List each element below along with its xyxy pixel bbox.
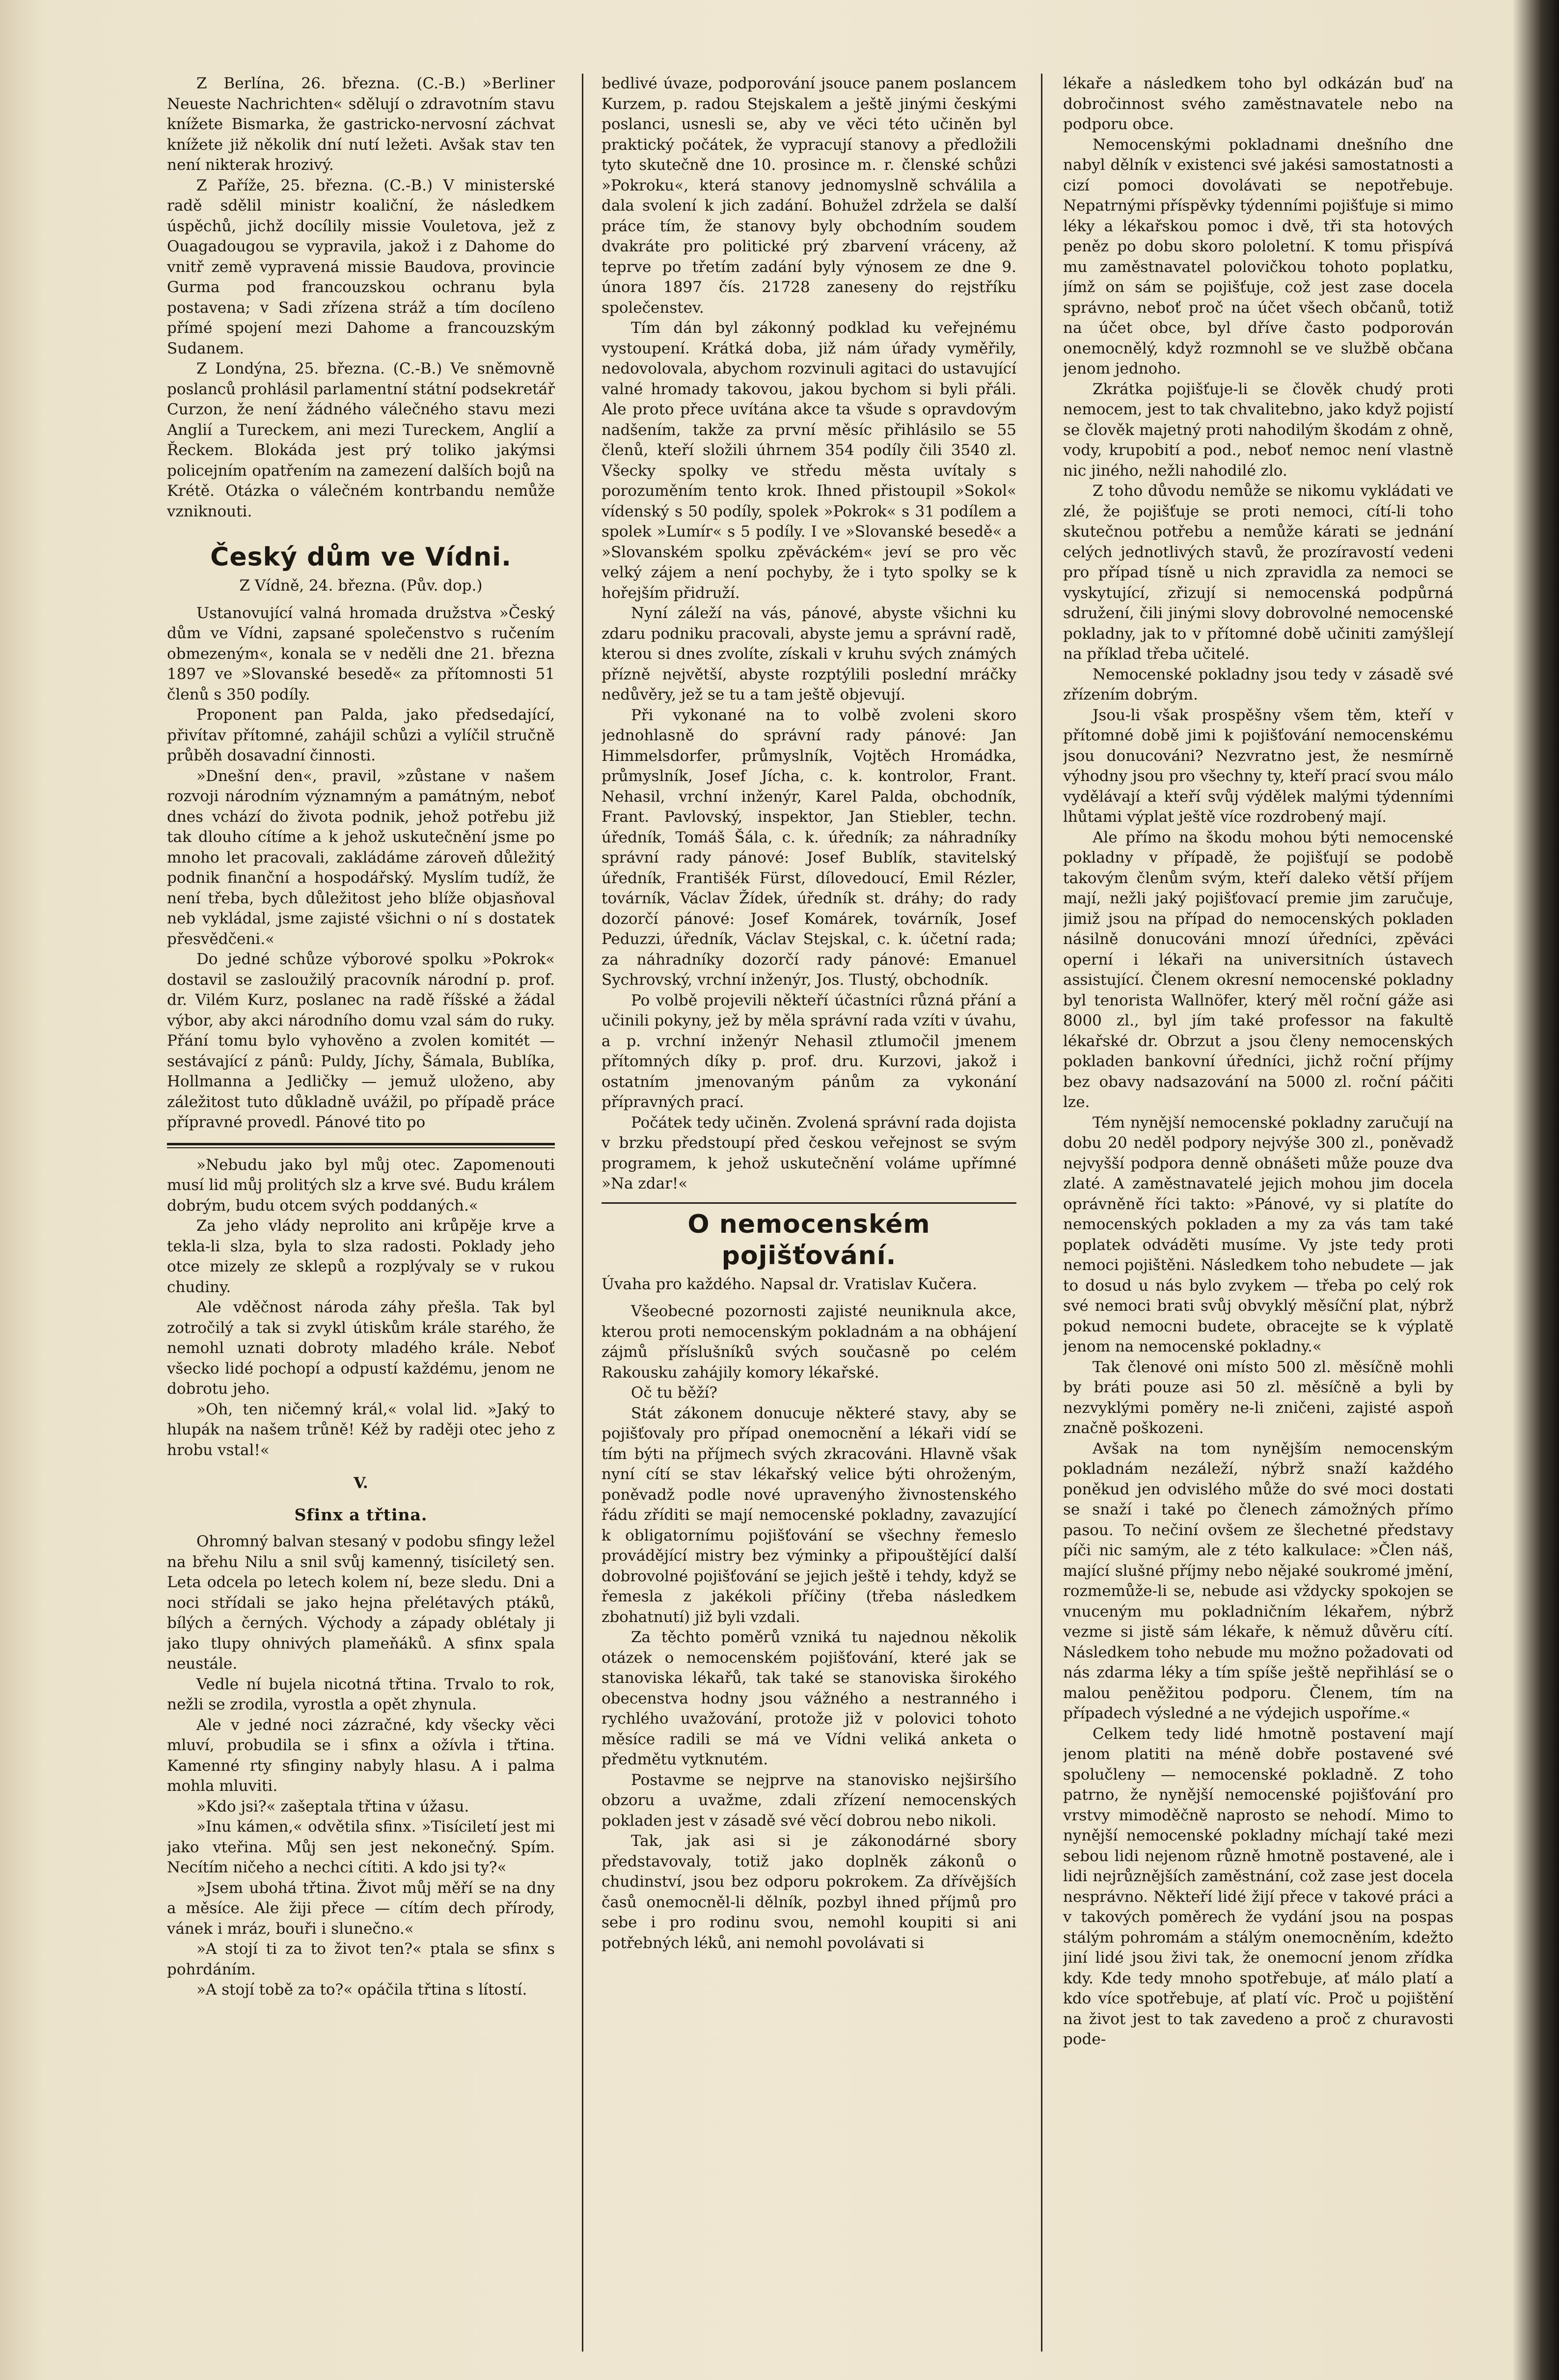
feuilleton-divider-thin — [167, 1147, 555, 1148]
article-paragraph: »Dnešní den«, pravil, »zůstane v našem rozvoji národním významným a památným, neboť dnes vchází do života podnik, jehož potřebu již tak dlouho cítíme a k jehož uskutečnění jsme po mnoho let pracovali, zakládáme zároveň důležitý podnik finanční a hospodářský. Myslím tudíž, že není třeba, bych důležitost jeho blíže objasňoval neb vykládal, jsme zajisté všichni o ní s dostatek přesvědčeni.« — [167, 767, 555, 948]
article-paragraph: Oč tu běží? — [631, 1384, 717, 1402]
story-paragraph: Za jeho vlády neprolito ani krůpěje krve a tekla-li slza, byla to slza radosti. Poklady jeho otce mizely ze sklepů a rozplývaly se v rukou chudiny. — [167, 1217, 555, 1296]
story-section-title: Sfinx a třtina. — [294, 1505, 428, 1524]
story-paragraph: »Kdo jsi?« zašeptala třtina v úžasu. — [196, 1797, 469, 1815]
column-divider-2 — [1041, 74, 1042, 2352]
article-paragraph: Nemocenské pokladny jsou tedy v zásadě své zřízením dobrým. — [1063, 665, 1453, 703]
news-paris: Z Paříže, 25. března. (C.-B.) V ministerské radě sdělil ministr koaliční, že následkem úspěchů, jichž docílily missie Vouletova, jež z Ouagadougou se vypravila, jakož i z Dahome do vnitř země vypravená missie Baudova, provincie Gurma pod francouzskou ochranu byla postavena; v Sadi zřízena stráž a tím docíleno přímé spojení mezi Dahome a francouzským Sudanem. — [167, 176, 555, 357]
article-paragraph: Tém nynější nemocenské pokladny zaručují na dobu 20 neděl podpory nejvýše 300 zl., poněvadž nejvyšší podpora denně obnášeti může pouze dva zlaté. A zaměstnavatelé jejich mohou jim docela oprávněně říci takto: »Pánové, vy si platíte do nemocenských pokladen a my za vás tam také poplatek odváděti musíme. Vy jste tedy proti nemoci pojištěni. Následkem toho nebudete — jak to dosud u nás bylo zvykem — třeba po celý rok své nemoci brati svůj obvyklý měsíční plat, nýbrž pokud nemocni budete, obracejte se k výplatě jenom na nemocenské pokladny.« — [1063, 1113, 1453, 1355]
article-paragraph: Po volbě projevili někteří účastníci různá přání a učinili pokyny, jež by měla správní rada vzíti v úvahu, a p. vrchní inženýr Nehasil ztlumočil jmenem přítomných díky p. prof. dru. Kurzovi, jakož i ostatním jmenovaným pánům za vykonání přípravných prací. — [602, 991, 1016, 1111]
article-paragraph: Tak členové oni místo 500 zl. měsíčně mohli by bráti pouze asi 50 zl. měsíčně a byli by nezvyklými poměry ne-li zničeni, zajisté aspoň značně poškozeni. — [1063, 1358, 1453, 1437]
article-paragraph: Nemocenskými pokladnami dnešního dne nabyl dělník v existenci své jakési samostatnosti a cizí pomoci dovolávati se nepotřebuje. Nepatrnými příspěvky týdenními pojišťuje si mimo léky a lékařskou pomoc i dvě, tři sta hotových peněz po dobu skoro pololetní. K tomu přispívá mu zaměstnavatel polovičkou tohoto poplatku, jímž on sám se pojišťuje, což jest zase docela správno, neboť proč na účet všech občanů, totiž na účet obce, byl dříve často podporován onemocnělý, když rozmnohl se ve službě občana jenom jednoho. — [1063, 135, 1453, 378]
article-paragraph: Ustanovující valná hromada družstva »Český dům ve Vídni, zapsané společenstvo s ručením obmezeným«, konala se v neděli dne 21. března 1897 ve »Slovanské besedě« za přítomnosti 51 členů s 350 podíly. — [167, 604, 555, 703]
article-paragraph: Ale přímo na škodu mohou býti nemocenské pokladny v případě, že pojišťují se podobě takovým členům svým, kteří daleko větší příjem mají, nežli jaký pojišťovací premie jim zaručuje, jimiž jsou na případ do nemocenských pokladen násilně donucováni mnozí úředníci, zpěváci operní i lékaři na universitních ústavech assistující. Členem okresní nemocenské pokladny byl tenorista Wallnöfer, který měl roční gáže asi 8000 zl., byl jím také professor na fakultě lékařské dr. Obrzut a jsou členy nemocenských pokladen bankovní úředníci, jichž roční příjmy bez obavy nadsazování na 5000 zl. roční páčiti lze. — [1063, 828, 1453, 1111]
article-paragraph: Z toho důvodu nemůže se nikomu vykládati ve zlé, že pojišťuje se proti nemoci, cítí-li toho skutečnou potřebu a nemůže kárati se jednání celých jednotlivých stavů, že prozíravostí vedeni pro případ tísně u nich zpravidla za nemoci se vyskytující, zřizují si nemocenská podpůrná sdružení, čili jinými slovy dobrovolné nemocenské pokladny, jak to v přítomné době učiniti zamýšlejí na příklad třeba učitelé. — [1063, 482, 1453, 663]
column-3 — [1063, 74, 1453, 2352]
column-divider-1 — [582, 74, 583, 2352]
article-heading-cesky-dum: Český dům ve Vídni. — [210, 542, 512, 572]
story-paragraph: Vedle ní bujela nicotná třtina. Trvalo to rok, nežli se zrodila, vyrostla a opět zhynula. — [167, 1675, 555, 1713]
news-berlin: Z Berlína, 26. března. (C.-B.) »Berliner Neueste Nachrichten« sdělují o zdravotním stavu knížete Bismarka, že gastricko-nervosní záchvat knížete již několik dní nutí ležeti. Avšak stav ten není nikterak hrozivý. — [167, 75, 555, 174]
feuilleton-divider — [167, 1143, 555, 1145]
newspaper-page — [167, 74, 1453, 2352]
article-paragraph: Za těchto poměrů vzniká tu najednou několik otázek o nemocenském pojišťování, které jak se stanoviska lékařů, tak také se stanoviska širokého obecenstva hodny jsou vážného a nestranného i rychlého uvažování, protože již v polovici tohoto měsíce radili se má ve Vídni veliká anketa o předmětu vytknutém. — [602, 1628, 1016, 1768]
article-byline: Úvaha pro každého. Napsal dr. Vratislav Kučera. — [602, 1275, 977, 1293]
article-paragraph: Tím dán byl zákonný podklad ku veřejnému vystoupení. Krátká doba, již nám úřady vyměřily, nedovolovala, abychom rozvinuli agitaci do ustavující valné hromady takovou, jakou bychom si byli přáli. Ale proto přece uvítána akce ta všude s opravdovým nadšením, takže za první měsíc přihlásilo se 55 členů, kteří složili úhrnem 354 podíly čili 3540 zl. Všecky spolky ve středu města uvítaly s porozuměním tento krok. Ihned přistoupil »Sokol« vídenský s 50 podíly, spolek »Pokrok« s 31 podílem a spolek »Lumír« s 5 podíly. I ve »Slovanské besedě« a »Slovanském spolku zpěváckém« jeví se pro věc velký zájem a není pochyby, že i tyto spolky se k hořejším přidruží. — [602, 319, 1016, 602]
story-paragraph: »Oh, ten ničemný král,« volal lid. »Jaký to hlupák na našem trůně! Kéž by raději otec jeho z hrobu vstal!« — [167, 1400, 555, 1459]
article-paragraph: Počátek tedy učiněn. Zvolená správní rada dojista v brzku předstoupí před českou veřejnost se svým programem, k jehož uskutečnění voláme upřímné »Na zdar!« — [602, 1113, 1016, 1192]
story-paragraph: »Nebudu jako byl můj otec. Zapomenouti musí lid můj prolitých slz a krve své. Budu králem dobrým, budu otcem svých poddaných.« — [167, 1156, 555, 1215]
article-paragraph: Tak, jak asi si je zákonodárné sbory představovaly, totiž jako doplněk zákonů o chudinství, jsou bez odporu pokrokem. Za dřívějších časů onemocněl-li dělník, pozbyl ihned příjmů pro sebe i pro rodinu svou, nemohl koupiti si ani potřebných léků, ani nemohl povolávati si — [602, 1832, 1016, 1952]
story-paragraph: »A stojí ti za to život ten?« ptala se sfinx s pohrdáním. — [167, 1940, 555, 1978]
article-paragraph: Při vykonané na to volbě zvoleni skoro jednohlasně do správní rady pánové: Jan Himmelsdorfer, průmyslník, Vojtěch Hromádka, průmyslník, Josef Jícha, c. k. kontrolor, Frant. Nehasil, vrchní inženýr, Karel Palda, obchodník, Frant. Pavlovský, inspektor, Jan Stiebler, techn. úředník, Tomáš Šála, c. k. úředník; za náhradníky správní rady pánové: Josef Bublík, stavitelský úředník, Františék Fürst, dílovedoucí, Emil Rézler, továrník, Václav Žídek, úředník st. dráhy; do rady dozorčí pánové: Josef Komárek, továrník, Josef Peduzzi, úředník, Václav Stejskal, c. k. účetní rada; za náhradníky dozorčí rady pánové: Emanuel Sychrovský, vrchní inženýr, Jos. Tlustý, obchodník. — [602, 706, 1016, 989]
article-paragraph: Stát zákonem donucuje některé stavy, aby se pojišťovaly pro případ onemocnění a lékaři vidí se tím býti na příjmech svých zkracováni. Hlavně však nyní cítí se stav lékařský velice býti ohroženým, poněvadž podle nové upravenýho živnostenského řádu zříditi se mají nemocenské pokladny, zavazující k obligatornímu pojišťování se všechny řemeslo provádějící mistry bez výminky a připouštějící další dobrovolné pojišťování se jejich ještě i tehdy, když se řemesla z jakékoli příčiny (třeba následkem zbohatnutí) již byli vzdali. — [602, 1404, 1016, 1626]
story-paragraph: »A stojí tobě za to?« opáčila třtina s lítostí. — [196, 1981, 527, 1999]
story-paragraph: »Inu kámen,« odvětila sfinx. »Tisíciletí jest mi jako vteřina. Můj sen jest nekonečný. Spím. Necítím ničeho a nechci cítiti. A kdo jsi ty?« — [167, 1818, 555, 1876]
story-paragraph: Ale vděčnost národa záhy přešla. Tak byl zotročilý a tak si zvykl útiskům krále starého, že nemohl uznati dobroty mladého krále. Neboť všecko lidé pochopí a odpustí každému, jenom ne dobrotu jeho. — [167, 1298, 555, 1398]
article-dateline: Z Vídně, 24. března. (Pův. dop.) — [239, 577, 483, 595]
article-paragraph: Zkrátka pojišťuje-li se člověk chudý proti nemocem, jest to tak chvalitebno, jako když pojistí se člověk majetný proti nahodilým škodám z ohně, vody, krupobití a pod., neboť nemoc není vlastně nic jiného, nežli nahodilé zlo. — [1063, 380, 1453, 480]
article-paragraph: Proponent pan Palda, jako předsedající, přivítav přítomné, zahájil schůzi a vylíčil stručně průběh dosavadní činnosti. — [167, 706, 555, 764]
article-paragraph: Postavme se nejprve na stanovisko nejširšího obzoru a uvažme, zdali zřízení nemocenských pokladen jest v zásadě své věcí dobrou nebo nikoli. — [602, 1771, 1016, 1830]
article-paragraph: Jsou-li však prospěšny všem těm, kteří v přítomné době jimi k pojišťování nemocenskému jsou donucováni? Nezvratno jest, že nesmírně výhodny jsou pro všechny ty, kteří prací svou málo vydělávají a kteří svůj výdělek malými týdenními lhůtami výplat ještě více rozdrobený mají. — [1063, 706, 1453, 826]
article-paragraph: Všeobecné pozornosti zajisté neuniknula akce, kterou proti nemocenským pokladnám a na obhájení zájmů příslušníků svých současně po celém Rakousku zahájily komory lékařské. — [602, 1302, 1016, 1381]
article-paragraph: Avšak na tom nynějším nemocenským pokladnám nezáleží, nýbrž snaží každého poněkud jen odvislého může do své moci dostati se snaží i také po členech zámožných přímo pasou. To nečiní ovšem ze šlechetné představy píči nic samým, ale z této kalkulace: »Člen náš, mající slušné příjmy nebo nějaké soukromé jmění, rozmemůže-li se, nebude asi vždycky spokojen se vnuceným mu pokladničním lékařem, nýbrž vezme si jistě sám lékaře, k němuž důvěru cítí. Následkem toho nebude mu možno požadovati od nás zdarma léky a tím spíše ještě nepřihlásí se o malou peněžitou podporu. Členem, tím na případech výsledné a ne výdejich uspoříme.« — [1063, 1439, 1453, 1722]
story-paragraph: »Jsem ubohá třtina. Život můj měří se na dny a měsíce. Ale žiji přece — cítím dech přírody, vánek i mráz, bouři i slunečno.« — [167, 1879, 555, 1938]
article-paragraph-continued: bedlivé úvaze, podporování jsouce panem poslancem Kurzem, p. radou Stejskalem a ještě jinými českými poslanci, usnesli se, aby ve věci této učiněn byl praktický počátek, že vypracují stanovy a předložili tyto skutečně dne 10. prosince m. r. členské schůzi »Pokroku«, která stanovy jednomyslně schválila a dala svolení k jich zadání. Bohužel zdržela se další práce tím, že stanovy byly obchodním soudem dvakráte pro politické prý zbarvení vráceny, až teprve po třetím zadání byly výnosem ze dne 9. února 1897 čís. 21728 zaneseny do rejstříku společenstev. — [602, 75, 1016, 317]
news-london: Z Londýna, 25. března. (C.-B.) Ve sněmovně poslanců prohlásil parlamentní státní podsekretář Curzon, že není žádného válečného stavu mezi Anglií a Tureckem, ani mezi Tureckem, Anglií a Řeckem. Blokáda jest prý toliko jakýmsi policejním opatřením na zamezení dalších bojů na Krétě. Otázka o válečném kontrbandu nemůže vzniknouti. — [167, 360, 555, 520]
article-paragraph: Celkem tedy lidé hmotně postavení mají jenom platiti na méně dobře postavené své spolučleny — nemocenské pokladně. Z toho patrno, že nynější nemocenské pojišťování pro vrstvy mimoděčně naprosto se nehodí. Mimo to nynější nemocenské pokladny míchají také mezi sebou lidi nejenom různě hmotně postavené, ale i lidi nejrůznějších zaměstnání, což zase jest docela nesprávno. Někteří lidé žijí přece v takové práci a v takových poměrech že vydání jsou na pospas stálým pohromám a stálým onemocněním, kdežto jiní lidé jsou živi tak, že onemocní jenom zřídka kdy. Kde tedy mnoho spotřebuje, ať málo platí a kdo více spotřebuje, ať platí víc. Proč u pojištění na život jest to tak zavedeno a proč z churavosti pode- — [1063, 1725, 1453, 2048]
article-divider — [602, 1202, 1016, 1204]
article-paragraph: Nyní záleží na vás, pánové, abyste všichni ku zdaru podniku pracovali, abyste jemu a správní radě, kterou si dnes zvolíte, získali v kruhu svých známých přízně největší, abyste rozptýlili poslední mráčky nedůvěry, jež se tu a tam ještě objevují. — [602, 604, 1016, 703]
story-section-number: V. — [354, 1474, 368, 1492]
story-paragraph: Ale v jedné noci zázračné, kdy všecky věci mluví, probudila se i sfinx a ožívla i třtina. Kamenné rty sfinginy nabyly hlasu. A i palma mohla mluviti. — [167, 1716, 555, 1795]
column-2 — [602, 74, 1016, 2352]
article-heading-pojistovani: O nemocenském pojišťování. — [687, 1209, 930, 1271]
article-paragraph: Do jedné schůze výborové spolku »Pokrok« dostavil se zasloužilý pracovník národní p. prof. dr. Vilém Kurz, poslanec na radě říšské a žádal výbor, aby akci národního domu vzal sám do ruky. Přání tomu bylo vyhověno a zvolen komitét — sestávající z pánů: Puldy, Jíchy, Šámala, Bublíka, Hollmanna a Jedličky — jemuž uloženo, aby záležitost tuto důkladně uvážil, po případě práce přípravné provedl. Pánové tito po — [167, 950, 555, 1131]
story-paragraph: Ohromný balvan stesaný v podobu sfingy ležel na břehu Nilu a snil svůj kamenný, tisíciletý sen. Leta odcela po letech kolem ní, beze sledu. Dni a noci střídali se jako hejna přelétavých ptáků, bílých a černých. Východy a západy oblétaly ji jako tlupy ohnivých plameňáků. A sfinx spala neustále. — [167, 1533, 555, 1673]
article-paragraph-continued: lékaře a následkem toho byl odkázán buď na dobročinnost svého zaměstnavatele nebo na podporu obce. — [1063, 75, 1453, 133]
column-1 — [167, 74, 555, 2352]
